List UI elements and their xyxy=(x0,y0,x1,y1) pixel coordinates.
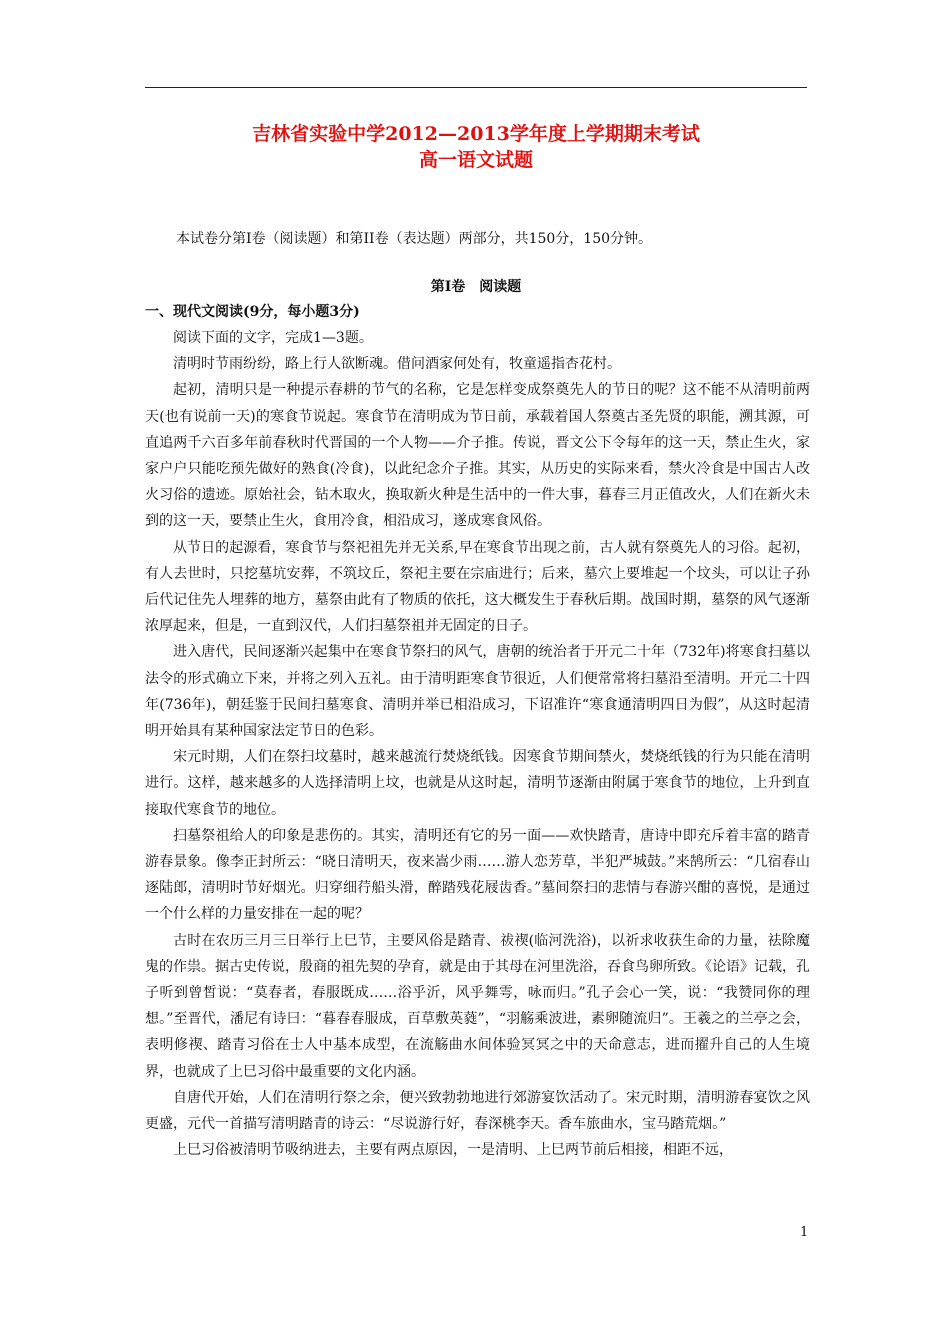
paragraph: 进入唐代，民间逐渐兴起集中在寒食节祭扫的风气，唐朝的统治者于开元二十年（732年)将寒食扫墓以法令的形式确立下来，并将之列入五礼。由于清明距寒食节很近，人们便常常将扫墓沿至清明。开元二十四年(736年)，朝廷鉴于民间扫墓寒食、清明并举已相沿成习，下诏准许“寒食通清明四日为假”，从这时起清明开始具有某种国家法定节日的色彩。 xyxy=(145,644,810,740)
paragraph: 从节日的起源看，寒食节与祭祀祖先并无关系,早在寒食节出现之前，古人就有祭奠先人的习俗。起初，有人去世时，只挖墓坑安葬，不筑坟丘，祭祀主要在宗庙进行；后来，墓穴上要堆起一个坟头，可以让子孙后代记住先人埋葬的地方，墓祭由此有了物质的依托，这大概发生于春秋后期。战国时期，墓祭的风气逐渐浓厚起来，但是，一直到汉代，人们扫墓祭祖并无固定的日子。 xyxy=(145,539,810,635)
paragraph-instruction: 阅读下面的文字，完成1—3题。 xyxy=(173,330,373,346)
paragraph: 宋元时期，人们在祭扫坟墓时，越来越流行焚烧纸钱。因寒食节期间禁火，焚烧纸钱的行为只能在清明进行。这样，越来越多的人选择清明上坟，也就是从这时起，清明节逐渐由附属于寒食节的地位，上升到直接取代寒食节的地位。 xyxy=(145,749,810,818)
passage-body xyxy=(145,325,810,1164)
paragraph: 扫墓祭祖给人的印象是悲伤的。其实，清明还有它的另一面——欢快踏青，唐诗中即充斥着丰富的踏青游春景象。像李正封所云：“晓日清明天，夜来嵩少雨……游人恋芳草，半犯严城鼓。”来鹄所云：“几宿春山逐陆郎，清明时节好烟光。归穿细荇船头滑，醉踏残花屐齿香。”墓间祭扫的悲情与春游兴酣的喜悦，是通过一个什么样的力量安排在一起的呢？ xyxy=(145,827,810,923)
paragraph: 上巳习俗被清明节吸纳进去，主要有两点原因，一是清明、上巳两节前后相接，相距不远， xyxy=(173,1142,733,1159)
header-rule xyxy=(145,87,807,88)
paragraph: 古时在农历三月三日举行上巳节，主要风俗是踏青、祓禊(临河洗浴)，以祈求收获生命的力量，祛除魔鬼的作祟。据古史传说，殷商的祖先契的孕育，就是由于其母在河里洗浴，吞食鸟卵所致。《论语》记载，孔子听到曾皙说：“莫春者，春服既成……浴乎沂，风乎舞雩，咏而归。”孔子会心一笑，说：“我赞同你的理想。”至晋代，潘尼有诗曰：“暮春春服成，百草敷英蕤”，“羽觞乘波进，素卵随流归”。王羲之的兰亭之会，表明修禊、踏青习俗在士人中基本成型，在流觞曲水间体验冥冥之中的天命意志，进而擢升自己的人生境界，也就成了上巳习俗中最重要的文化内涵。 xyxy=(145,932,810,1080)
exam-title: 吉林省实验中学2012—2013学年度上学期期末考试 xyxy=(252,123,700,145)
paragraph: 自唐代开始，人们在清明行祭之余，便兴致勃勃地进行郊游宴饮活动了。宋元时期，清明游春宴饮之风更盛，元代一首描写清明踏青的诗云：“尽说游行好，春深桃李天。香车旅曲水，宝马踏荒烟。” xyxy=(145,1089,810,1133)
section-title: 第Ⅰ卷 阅读题 xyxy=(430,279,522,295)
exam-intro: 本试卷分第I卷（阅读题）和第II卷（表达题）两部分，共150分，150分钟。 xyxy=(176,231,653,247)
paragraph: 起初，清明只是一种提示春耕的节气的名称，它是怎样变成祭奠先人的节日的呢？这不能不从清明前两天(也有说前一天)的寒食节说起。寒食节在清明成为节日前，承载着国人祭奠古圣先贤的职能，溯其源，可直追两千六百多年前春秋时代晋国的一个人物——介子推。传说，晋文公下令每年的这一天，禁止生火，家家户户只能吃预先做好的熟食(冷食)，以此纪念介子推。其实，从历史的实际来看，禁火冷食是中国古人改火习俗的遗迹。原始社会，钻木取火，换取新火种是生活中的一件大事，暮春三月正值改火，人们在新火未到的这一天，要禁止生火，食用冷食，相沿成习，遂成寒食风俗。 xyxy=(145,382,810,530)
paragraph-poem: 清明时节雨纷纷，路上行人欲断魂。借问酒家何处有，牧童遥指杏花村。 xyxy=(173,356,621,373)
question-heading: 一、现代文阅读(9分，每小题3分) xyxy=(145,304,360,320)
page-number: 1 xyxy=(800,1225,809,1240)
exam-subtitle: 高一语文试题 xyxy=(418,149,533,171)
